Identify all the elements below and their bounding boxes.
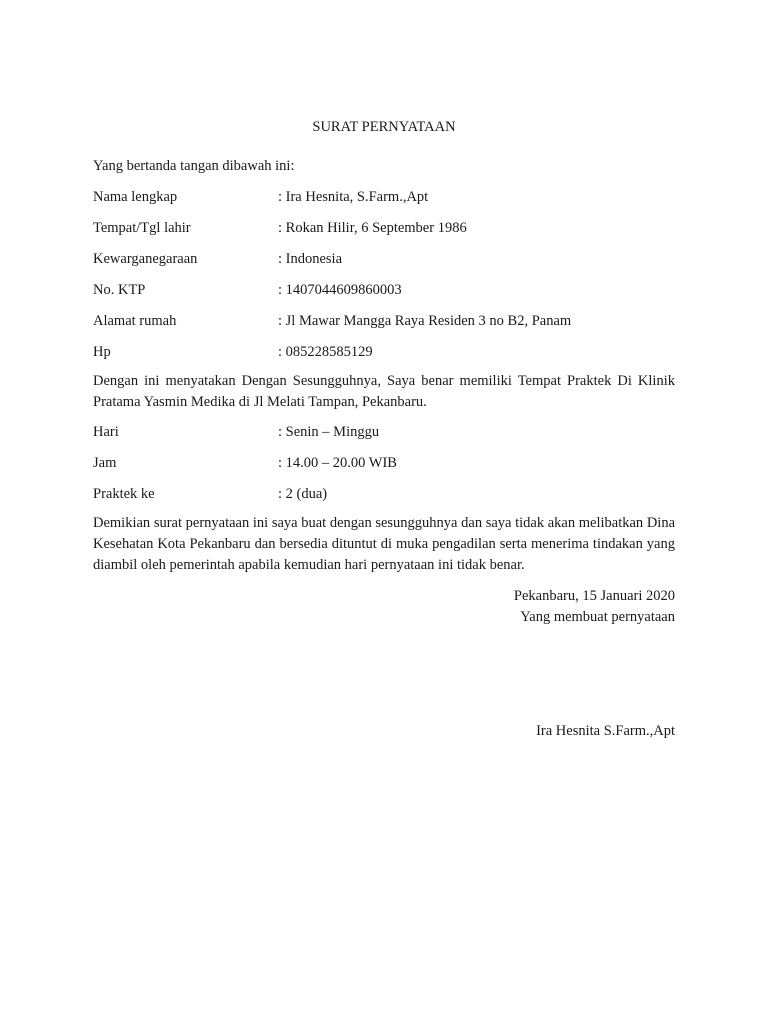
field-row-name bbox=[93, 188, 675, 206]
field-label: Jam bbox=[93, 455, 117, 471]
field-label: Hari bbox=[93, 424, 119, 440]
field-label: Hp bbox=[93, 344, 111, 360]
signature-block bbox=[93, 586, 675, 742]
signer-name: Ira Hesnita S.Farm.,Apt bbox=[536, 723, 675, 739]
field-value: : Jl Mawar Mangga Raya Residen 3 no B2, Panam bbox=[278, 313, 572, 329]
practice-fields bbox=[93, 423, 675, 503]
field-row-phone bbox=[93, 343, 675, 361]
field-value: : 1407044609860003 bbox=[278, 282, 402, 298]
letter-page bbox=[93, 118, 675, 742]
identity-fields bbox=[93, 188, 675, 361]
field-row-ktp bbox=[93, 281, 675, 299]
field-row-days bbox=[93, 423, 675, 441]
signer-caption: Yang membuat pernyataan bbox=[520, 609, 675, 625]
field-value: : Senin – Minggu bbox=[278, 424, 380, 440]
field-value: : 2 (dua) bbox=[278, 486, 328, 502]
field-row-hours bbox=[93, 454, 675, 472]
document-title: SURAT PERNYATAAN bbox=[312, 119, 456, 135]
field-value: : Indonesia bbox=[278, 251, 343, 267]
statement-paragraph: Dengan ini menyatakan Dengan Sesungguhnya, Saya benar memiliki Tempat Praktek Di Klinik Pratama Yasmin Medika di Jl Melati Tampan, Pekanbaru. bbox=[93, 373, 675, 410]
field-value: : Rokan Hilir, 6 September 1986 bbox=[278, 220, 467, 236]
intro-text: Yang bertanda tangan dibawah ini: bbox=[93, 158, 295, 174]
field-value: : 14.00 – 20.00 WIB bbox=[278, 455, 397, 471]
field-label: Praktek ke bbox=[93, 486, 155, 502]
field-value: : 085228585129 bbox=[278, 344, 373, 360]
field-row-address bbox=[93, 312, 675, 330]
field-label: Alamat rumah bbox=[93, 313, 177, 329]
field-row-practice-number bbox=[93, 485, 675, 503]
closing-paragraph: Demikian surat pernyataan ini saya buat dengan sesungguhnya dan saya tidak akan melibatkan Dina Kesehatan Kota Pekanbaru dan bersedia dituntut di muka pengadilan serta menerima tindakan yang diambil oleh pemerintah apabila kemudian hari pernyataan ini tidak benar. bbox=[93, 515, 675, 573]
field-row-citizenship bbox=[93, 250, 675, 268]
field-label: Kewarganegaraan bbox=[93, 251, 198, 267]
field-label: Nama lengkap bbox=[93, 189, 178, 205]
field-label: No. KTP bbox=[93, 282, 146, 298]
field-label: Tempat/Tgl lahir bbox=[93, 220, 191, 236]
field-value: : Ira Hesnita, S.Farm.,Apt bbox=[278, 189, 429, 205]
field-row-birth bbox=[93, 219, 675, 237]
place-date: Pekanbaru, 15 Januari 2020 bbox=[513, 588, 675, 604]
